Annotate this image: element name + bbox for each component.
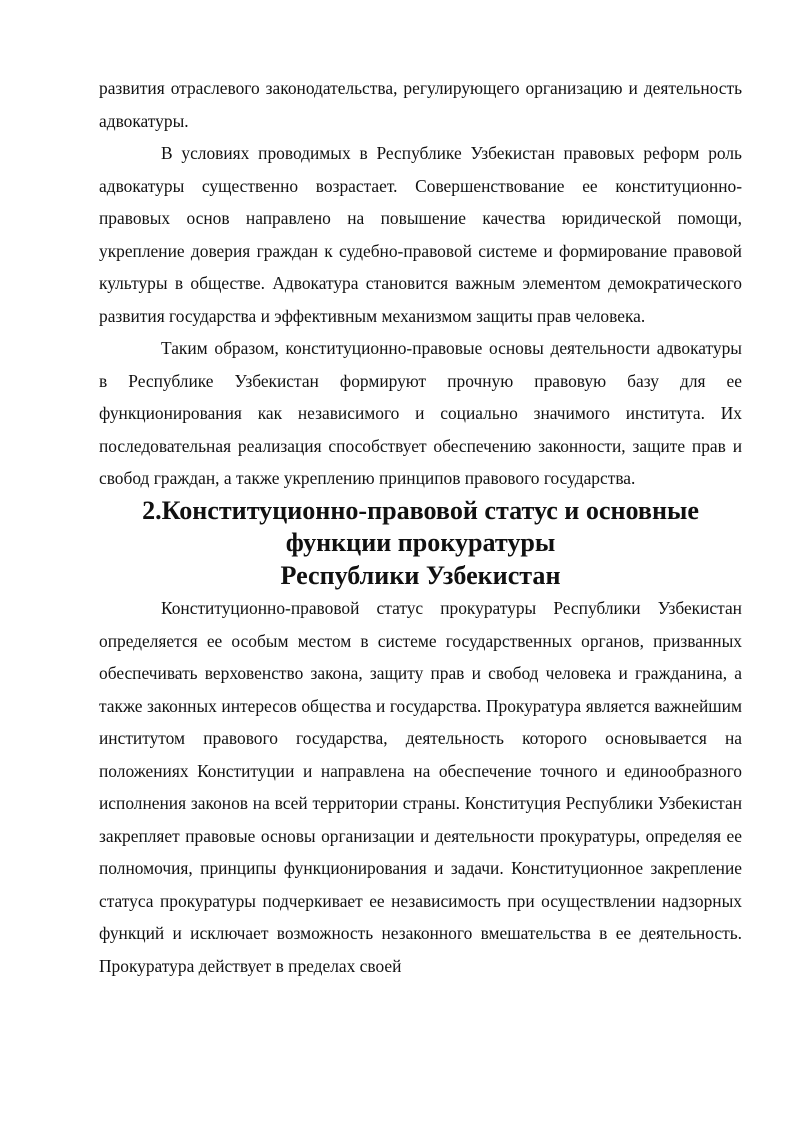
section-heading-line-1: 2.Конституционно-правовой статус и основные функции прокуратуры xyxy=(142,495,699,557)
paragraph-reform-role: В условиях проводимых в Республике Узбекистан правовых реформ роль адвокатуры существенно возрастает. Совершенствование ее конституционно-правовых основ направлено на повышение качества юридической помощи, укрепление доверия граждан к судебно-правовой системе и формирование правовой культуры в обществе. Адвокатура становится важным элементом демократического развития государства и эффективным механизмом защиты прав человека. xyxy=(99,143,742,326)
paragraph-continuation: развития отраслевого законодательства, регулирующего организацию и деятельность адвокатуры. xyxy=(99,78,742,131)
section-heading xyxy=(99,495,742,593)
paragraph-prosecutor-status: Конституционно-правовой статус прокуратуры Республики Узбекистан определяется ее особым местом в системе государственных органов, призванных обеспечивать верховенство закона, защиту прав и свобод человека и гражданина, а также законных интересов общества и государства. Прокуратура является важнейшим институтом правового государства, деятельность которого основывается на положениях Конституции и направлена на обеспечение точного и единообразного исполнения законов на всей территории страны. Конституция Республики Узбекистан закрепляет правовые основы организации и деятельности прокуратуры, определяя ее полномочия, принципы функционирования и задачи. Конституционное закрепление статуса прокуратуры подчеркивает ее независимость при осуществлении надзорных функций и исключает возможность незаконного вмешательства в ее деятельность. Прокуратура действует в пределах своей xyxy=(99,598,742,976)
paragraph-conclusion: Таким образом, конституционно-правовые основы деятельности адвокатуры в Республике Узбекистан формируют прочную правовую базу для ее функционирования как независимого и социально значимого института. Их последовательная реализация способствует обеспечению законности, защите прав и свобод граждан, а также укреплению принципов правового государства. xyxy=(99,338,742,488)
page-content xyxy=(99,72,742,982)
section-heading-line-2: Республики Узбекистан xyxy=(280,560,561,590)
